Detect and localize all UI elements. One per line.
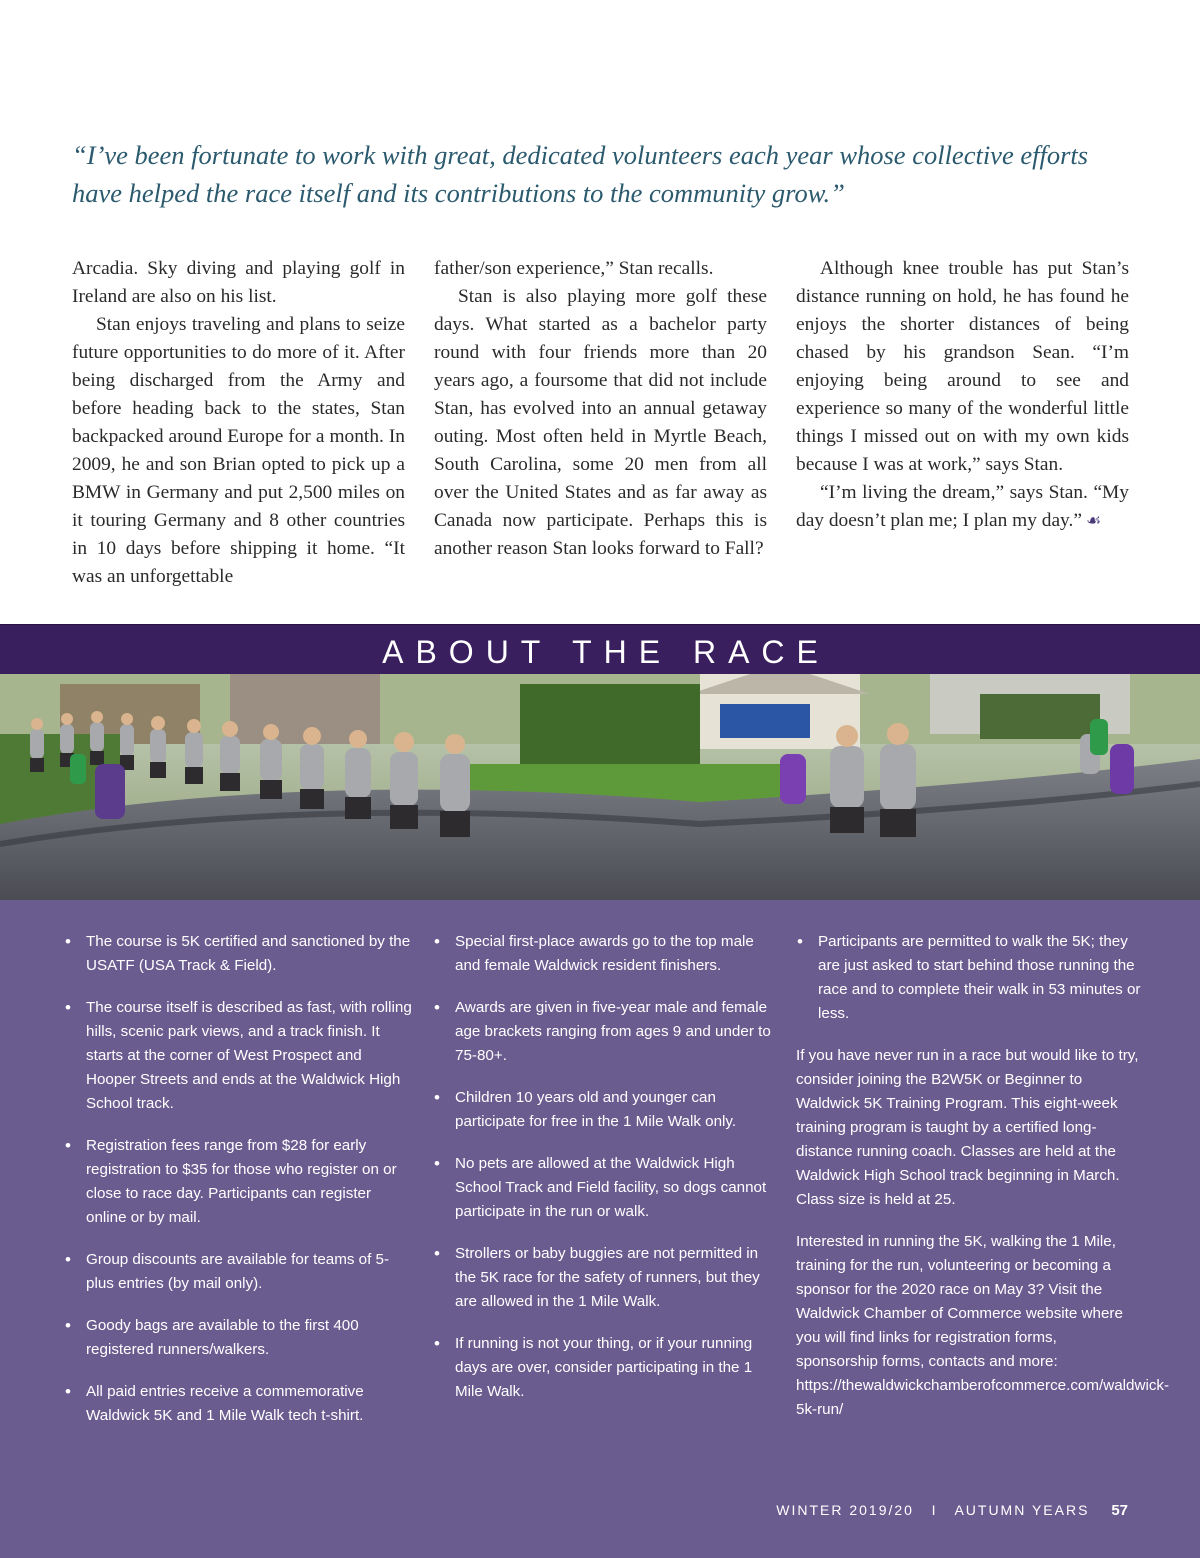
section-header-band xyxy=(0,624,1200,675)
footer-magazine: AUTUMN YEARS xyxy=(954,1502,1090,1518)
info-bullet: • The course is 5K certified and sanctioned by the USATF (USA Track & Field). xyxy=(64,930,414,978)
info-bullet: • Participants are permitted to walk the 5K; they are just asked to start behind those running the race and to complete their walk in 53 minutes or less. xyxy=(796,930,1141,1026)
section-title: ABOUT THE RACE xyxy=(382,634,830,670)
article-paragraph: Stan is also playing more golf these days. What started as a bachelor party round with four friends more than 20 years ago, a foursome that did not include Stan, has evolved into an annual getaway outing. Most often held in Myrtle Beach, South Carolina, some 20 men from all over the United States and as far away as Canada now participate. Perhaps this is another reason Stan looks forward to Fall? xyxy=(434,286,767,559)
end-mark-icon: ☙ xyxy=(1085,511,1102,530)
info-bullet: • Awards are given in five-year male and female age brackets ranging from ages 9 and under to 75-80+. xyxy=(433,996,773,1068)
article-column-1 xyxy=(72,255,405,591)
info-bullet: • Group discounts are available for teams of 5-plus entries (by mail only). xyxy=(64,1248,414,1296)
info-bullet-list xyxy=(433,930,773,1404)
info-column-3 xyxy=(796,930,1170,1440)
info-bullet: • Children 10 years old and younger can participate for free in the 1 Mile Walk only. xyxy=(433,1086,773,1134)
training-program-paragraph: If you have never run in a race but would like to try, consider joining the B2W5K or Beginner to Waldwick 5K Training Program. This eight-week training program is taught by a certified long-distance running coach. Classes are held at the Waldwick High School track beginning in March. Class size is held at 25. xyxy=(796,1047,1139,1208)
info-bullet: • Special first-place awards go to the top male and female Waldwick resident finishers. xyxy=(433,930,773,978)
info-bullet: • No pets are allowed at the Waldwick High School Track and Field facility, so dogs cannot participate in the run or walk. xyxy=(433,1152,773,1224)
registration-info-paragraph: Interested in running the 5K, walking the 1 Mile, training for the run, volunteering or becoming a sponsor for the 2020 race on May 3? Visit the Waldwick Chamber of Commerce website where you will find links for registration forms, sponsorship forms, contacts and more: https://thewaldwickchamberofcommerce.com/waldwick-5k-run/ xyxy=(796,1233,1170,1418)
pull-quote xyxy=(72,136,1132,212)
race-photo-illustration xyxy=(0,674,1200,900)
article-final-text: “I’m living the dream,” says Stan. “My day doesn’t plan me; I plan my day.” xyxy=(796,482,1129,531)
info-column-1 xyxy=(64,930,414,1446)
footer-separator: I xyxy=(931,1502,938,1518)
page-number: 57 xyxy=(1111,1502,1128,1519)
pull-quote-line-2: have helped the race itself and its contributions to the community grow.” xyxy=(72,178,845,208)
race-photo xyxy=(0,674,1200,900)
article-paragraph: Stan enjoys traveling and plans to seize future opportunities to do more of it. After being discharged from the Army and before heading back to the states, Stan backpacked around Europe for a month. In 2009, he and son Brian opted to pick up a BMW in Germany and put 2,500 miles on it touring Germany and 8 other countries in 10 days before shipping it home. “It was an unforgettable xyxy=(72,314,405,587)
info-bullet-list xyxy=(796,930,1141,1026)
info-bullet: • Registration fees range from $28 for early registration to $35 for those who register on or close to race day. Participants can register online or by mail. xyxy=(64,1134,414,1230)
article-paragraph: father/son experience,” Stan recalls. xyxy=(434,258,714,279)
info-column-2 xyxy=(433,930,773,1422)
article-column-2 xyxy=(434,255,767,563)
pull-quote-line-1: “I’ve been fortunate to work with great, dedicated volunteers each year whose collective efforts xyxy=(72,140,1089,170)
article-column-3 xyxy=(796,255,1129,535)
article-paragraph: Arcadia. Sky diving and playing golf in Ireland are also on his list. xyxy=(72,258,405,307)
article-paragraph: Although knee trouble has put Stan’s distance running on hold, he has found he enjoys the shorter distances of being chased by his grandson Sean. “I’m enjoying being around to see and experience so many of the wonderful little things I missed out on with my own kids because I was at work,” says Stan. xyxy=(796,258,1129,475)
info-bullet: • The course itself is described as fast, with rolling hills, scenic park views, and a track finish. It starts at the corner of West Prospect and Hooper Streets and ends at the Waldwick High School track. xyxy=(64,996,414,1116)
article-paragraph-final xyxy=(796,479,1129,535)
info-bullet: • If running is not your thing, or if your running days are over, consider participating in the 1 Mile Walk. xyxy=(433,1332,773,1404)
info-bullet: • Strollers or baby buggies are not permitted in the 5K race for the safety of runners, but they are allowed in the 1 Mile Walk. xyxy=(433,1242,773,1314)
footer-issue: WINTER 2019/20 xyxy=(776,1502,914,1518)
info-bullet: • Goody bags are available to the first 400 registered runners/walkers. xyxy=(64,1314,414,1362)
info-bullet: • All paid entries receive a commemorative Waldwick 5K and 1 Mile Walk tech t-shirt. xyxy=(64,1380,414,1428)
info-bullet-list xyxy=(64,930,414,1428)
page-footer xyxy=(776,1502,1128,1519)
